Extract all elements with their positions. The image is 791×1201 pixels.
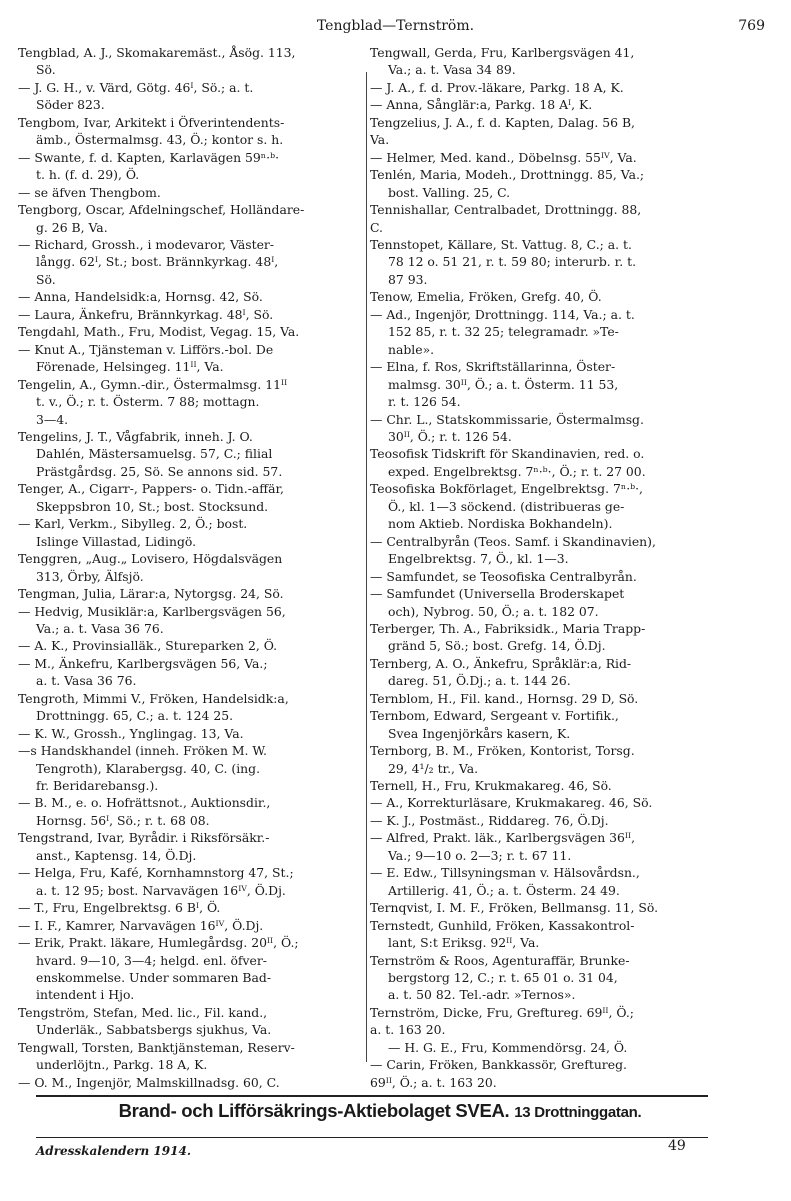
directory-entry-line: — Helmer, Med. kand., Döbelnsg. 55ᴵⱽ, Va. bbox=[370, 149, 637, 165]
directory-entry-line: Ternström & Roos, Agenturaffär, Brunke- bbox=[370, 952, 630, 968]
running-title: Tengblad—Ternström. bbox=[316, 18, 475, 34]
directory-entry-line: g. 26 B, Va. bbox=[36, 219, 108, 235]
directory-entry-line: — O. M., Ingenjör, Malmskillnadsg. 60, C. bbox=[18, 1074, 280, 1090]
directory-entry-line: Förenade, Helsingeg. 11ᴵᴵ, Va. bbox=[36, 359, 224, 375]
directory-entry-line: — Swante, f. d. Kapten, Karlavägen 59ⁿ·ᵇ· bbox=[18, 149, 280, 165]
left-column bbox=[18, 44, 370, 1091]
directory-entry-line: Va. bbox=[370, 132, 390, 148]
directory-entry-line: Teosofisk Tidskrift för Skandinavien, red. o. bbox=[370, 446, 645, 462]
directory-entry-line: dareg. 51, Ö.Dj.; a. t. 144 26. bbox=[388, 673, 571, 689]
directory-entry-line: — Anna, Handelsidk:a, Hornsg. 42, Sö. bbox=[18, 289, 263, 305]
directory-entry-line: — E. Edw., Tillsyningsman v. Hälsovårdsn., bbox=[370, 865, 640, 881]
directory-entry-line: — Helga, Fru, Kafé, Kornhamnstorg 47, St.; bbox=[18, 865, 294, 881]
directory-entry-line: — Hedvig, Musiklär:a, Karlbergsvägen 56, bbox=[18, 603, 286, 619]
directory-entry-line: Tengwall, Torsten, Banktjänsteman, Reserv- bbox=[18, 1039, 295, 1055]
directory-entry-line: Va.; a. t. Vasa 34 89. bbox=[388, 62, 516, 78]
directory-entry-line: — se äfven Thengbom. bbox=[18, 184, 161, 200]
directory-entry-line: — Chr. L., Statskommissarie, Östermalmsg. bbox=[370, 411, 644, 427]
directory-entry-line: Ternblom, H., Fil. kand., Hornsg. 29 D, Sö. bbox=[370, 690, 639, 706]
directory-entry-line: — J. G. H., v. Värd, Götg. 46ᴵ, Sö.; a. t. bbox=[18, 79, 254, 95]
directory-entry-line: — A., Korrekturläsare, Krukmakareg. 46, Sö. bbox=[370, 795, 653, 811]
directory-entry-line: lant, S:t Eriksg. 92ᴵᴵ, Va. bbox=[388, 935, 540, 951]
directory-entry-line: gränd 5, Sö.; bost. Grefg. 14, Ö.Dj. bbox=[388, 638, 606, 654]
directory-entry-line: — Ad., Ingenjör, Drottningg. 114, Va.; a. t. bbox=[370, 306, 635, 322]
directory-entry-line: fr. Beridarebansg.). bbox=[36, 778, 159, 794]
directory-entry-line: — Anna, Sånglär:a, Parkg. 18 Aᴵ, K. bbox=[370, 97, 593, 113]
directory-entry-line: — B. M., e. o. Hofrättsnot., Auktionsdir., bbox=[18, 795, 271, 811]
directory-entry-line: — Centralbyrån (Teos. Samf. i Skandinavien), bbox=[370, 533, 656, 549]
directory-entry-line: — A. K., Provinsialläk., Stureparken 2, Ö. bbox=[18, 638, 278, 654]
directory-entry-line: a. t. Vasa 36 76. bbox=[36, 673, 137, 689]
directory-entry-line: bergstorg 12, C.; r. t. 65 01 o. 31 04, bbox=[388, 970, 618, 986]
directory-entry-line: Tengdahl, Math., Fru, Modist, Vegag. 15, Va. bbox=[18, 324, 300, 340]
directory-entry-line: — Elna, f. Ros, Skriftställarinna, Öster- bbox=[370, 359, 616, 375]
directory-entry-line: Underläk., Sabbatsbergs sjukhus, Va. bbox=[36, 1022, 272, 1038]
directory-entry-line: nom Aktieb. Nordiska Bokhandeln). bbox=[388, 516, 613, 532]
directory-entry-line: — K. J., Postmäst., Riddareg. 76, Ö.Dj. bbox=[370, 812, 609, 828]
directory-entry-line: och), Nybrog. 50, Ö.; a. t. 182 07. bbox=[388, 603, 599, 619]
directory-entry-line: Islinge Villastad, Lidingö. bbox=[36, 533, 197, 549]
advert-bottom-rule bbox=[36, 1137, 708, 1138]
directory-entry-line: Ternberg, A. O., Änkefru, Språklär:a, Rid- bbox=[370, 655, 632, 671]
directory-entry-line: Ternbom, Edward, Sergeant v. Fortifik., bbox=[370, 708, 619, 724]
directory-entry-line: Tengstrand, Ivar, Byrådir. i Riksförsäkr.- bbox=[18, 830, 270, 846]
directory-entry-line: a. t. 163 20. bbox=[370, 1022, 446, 1038]
directory-entry-line: 87 93. bbox=[388, 271, 428, 287]
directory-entry-line: t. v., Ö.; r. t. Österm. 7 88; mottagn. bbox=[36, 394, 260, 410]
right-column bbox=[370, 44, 775, 1091]
directory-entry-line: Tengström, Stefan, Med. lic., Fil. kand., bbox=[18, 1004, 268, 1020]
directory-entry-line: 69ᴵᴵ, Ö.; a. t. 163 20. bbox=[370, 1074, 497, 1090]
directory-entry-line: — M., Änkefru, Karlbergsvägen 56, Va.; bbox=[18, 655, 268, 671]
directory-entry-line: Tenlén, Maria, Modeh., Drottningg. 85, Va.; bbox=[370, 167, 645, 183]
directory-entry-line: Tennishallar, Centralbadet, Drottningg. 88, bbox=[370, 202, 642, 218]
directory-entry-line: malmsg. 30ᴵᴵ, Ö.; a. t. Österm. 11 53, bbox=[388, 376, 619, 392]
directory-entry-line: hvard. 9—10, 3—4; helgd. enl. öfver- bbox=[36, 952, 267, 968]
directory-entry-line: Ternqvist, I. M. F., Fröken, Bellmansg. 11, Sö. bbox=[370, 900, 659, 916]
directory-entry-line: Drottningg. 65, C.; a. t. 124 25. bbox=[36, 708, 234, 724]
directory-entry-line: — Knut A., Tjänsteman v. Lifförs.-bol. De bbox=[18, 341, 274, 357]
directory-entry-line: 152 85, r. t. 32 25; telegramadr. »Te- bbox=[388, 324, 619, 340]
directory-entry-line: Tengelins, J. T., Vågfabrik, inneh. J. O. bbox=[18, 428, 253, 444]
directory-entry-line: Prästgårdsg. 25, Sö. Se annons sid. 57. bbox=[36, 463, 283, 479]
directory-entry-line: Tengwall, Gerda, Fru, Karlbergsvägen 41, bbox=[370, 45, 635, 60]
directory-entry-line: Tengman, Julia, Lärar:a, Nytorgsg. 24, Sö. bbox=[18, 586, 284, 602]
directory-entry-line: underlöjtn., Parkg. 18 A, K. bbox=[36, 1057, 208, 1073]
directory-entry-line: Söder 823. bbox=[36, 97, 105, 113]
directory-entry-line: Tengblad, A. J., Skomakaremäst., Åsög. 113, bbox=[18, 45, 296, 60]
sheet-number: 49 bbox=[668, 1138, 686, 1154]
page-number: 769 bbox=[738, 18, 765, 34]
directory-entry-line: Tengbom, Ivar, Arkitekt i Öfverintendents- bbox=[18, 114, 285, 130]
directory-entry-line: Ö., kl. 1—3 söckend. (distribueras ge- bbox=[388, 498, 625, 514]
advert-address: 13 Drottninggatan. bbox=[514, 1104, 642, 1121]
directory-entry-line: anst., Kaptensg. 14, Ö.Dj. bbox=[36, 847, 197, 863]
directory-entry-line: — Erik, Prakt. läkare, Humlegårdsg. 20ᴵᴵ, Ö.; bbox=[18, 935, 299, 951]
directory-entry-line: Tenggren, „Aug.„ Lovisero, Högdalsvägen bbox=[18, 551, 283, 567]
directory-entry-line: Tenger, A., Cigarr-, Pappers- o. Tidn.-affär, bbox=[18, 481, 284, 497]
directory-entry-line: 78 12 o. 51 21, r. t. 59 80; interurb. r. t. bbox=[388, 254, 637, 270]
directory-entry-line: Va.; a. t. Vasa 36 76. bbox=[36, 620, 164, 636]
directory-entry-line: Engelbrektsg. 7, Ö., kl. 1—3. bbox=[388, 551, 569, 567]
directory-entry-line: C. bbox=[370, 219, 383, 235]
directory-entry-line: — Karl, Verkm., Sibylleg. 2, Ö.; bost. bbox=[18, 516, 248, 532]
directory-entry-line: Svea Ingenjörkårs kasern, K. bbox=[388, 725, 571, 741]
directory-entry-line: Tengzelius, J. A., f. d. Kapten, Dalag. 56 B, bbox=[370, 114, 635, 130]
directory-entry-line: Dahlén, Mästersamuelsg. 57, C.; filial bbox=[36, 446, 273, 462]
directory-entry-line: Tengelin, A., Gymn.-dir., Östermalmsg. 11ᴵᴵ bbox=[18, 376, 288, 392]
directory-entry-line: bost. Valling. 25, C. bbox=[388, 184, 511, 200]
directory-entry-line: — Samfundet (Universella Broderskapet bbox=[370, 586, 625, 602]
directory-entry-line: Artillerig. 41, Ö.; a. t. Österm. 24 49. bbox=[388, 882, 620, 898]
directory-entry-line: Tennstopet, Källare, St. Vattug. 8, C.; a. t. bbox=[370, 236, 632, 252]
directory-entry-line: Skeppsbron 10, St.; bost. Stocksund. bbox=[36, 498, 269, 514]
directory-entry-line: Va.; 9—10 o. 2—3; r. t. 67 11. bbox=[388, 847, 572, 863]
directory-entry-line: — H. G. E., Fru, Kommendörsg. 24, Ö. bbox=[388, 1039, 628, 1055]
page-header bbox=[18, 18, 773, 40]
directory-entry-line: Hornsg. 56ᴵ, Sö.; r. t. 68 08. bbox=[36, 812, 210, 828]
directory-entry-line: 30ᴵᴵ, Ö.; r. t. 126 54. bbox=[388, 428, 512, 444]
directory-entry-line: 3—4. bbox=[36, 411, 69, 427]
directory-entry-line: Tengborg, Oscar, Afdelningschef, Holländare- bbox=[18, 202, 305, 218]
directory-entry-line: — J. A., f. d. Prov.-läkare, Parkg. 18 A, K. bbox=[370, 79, 624, 95]
directory-entry-line: — I. F., Kamrer, Narvavägen 16ᴵⱽ, Ö.Dj. bbox=[18, 917, 264, 933]
directory-entry-line: — Samfundet, se Teosofiska Centralbyrån. bbox=[370, 568, 637, 584]
directory-entry-line: Tengroth), Klarabergsg. 40, C. (ing. bbox=[36, 760, 261, 776]
directory-entry-line: Teosofiska Bokförlaget, Engelbrektsg. 7ⁿ·ᵇ·, bbox=[370, 481, 643, 497]
column-divider bbox=[366, 72, 367, 1062]
directory-entry-line: intendent i Hjo. bbox=[36, 987, 135, 1003]
directory-entry-line: — Carin, Fröken, Bankkassör, Greftureg. bbox=[370, 1057, 627, 1073]
directory-entry-line: — T., Fru, Engelbrektsg. 6 Bᴵ, Ö. bbox=[18, 900, 221, 916]
publication-name: Adresskalendern 1914. bbox=[36, 1144, 192, 1158]
directory-entry-line: enskommelse. Under sommaren Bad- bbox=[36, 970, 272, 986]
directory-entry-line: Ternell, H., Fru, Krukmakareg. 46, Sö. bbox=[370, 778, 612, 794]
directory-entry-line: — Laura, Änkefru, Brännkyrkag. 48ᴵ, Sö. bbox=[18, 306, 274, 322]
directory-entry-line: — K. W., Grossh., Ynglingag. 13, Va. bbox=[18, 725, 244, 741]
advert-top-rule bbox=[36, 1095, 708, 1097]
directory-entry-line: —s Handskhandel (inneh. Fröken M. W. bbox=[18, 743, 267, 759]
directory-entry-line: — Richard, Grossh., i modevaror, Väster- bbox=[18, 236, 275, 252]
directory-entry-line: långg. 62ᴵ, St.; bost. Brännkyrkag. 48ᴵ, bbox=[36, 254, 279, 270]
directory-entry-line: r. t. 126 54. bbox=[388, 394, 461, 410]
directory-entry-line: t. h. (f. d. 29), Ö. bbox=[36, 167, 140, 183]
directory-entry-line: a. t. 12 95; bost. Narvavägen 16ᴵⱽ, Ö.Dj. bbox=[36, 882, 286, 898]
directory-entry-line: — Alfred, Prakt. läk., Karlbergsvägen 36ᴵᴵ, bbox=[370, 830, 636, 846]
directory-entry-line: 29, 4¹/₂ tr., Va. bbox=[388, 760, 479, 776]
directory-entry-line: nable». bbox=[388, 341, 435, 357]
advertisement bbox=[30, 1100, 730, 1122]
advert-company: Brand- och Lifförsäkrings-Aktiebolaget SVEA. bbox=[118, 1100, 510, 1121]
directory-entry-line: Terberger, Th. A., Fabriksidk., Maria Trapp- bbox=[370, 620, 646, 636]
directory-entry-line: exped. Engelbrektsg. 7ⁿ·ᵇ·, Ö.; r. t. 27 00. bbox=[388, 463, 646, 479]
directory-entry-line: Ternstedt, Gunhild, Fröken, Kassakontrol- bbox=[370, 917, 635, 933]
directory-entry-line: Ternström, Dicke, Fru, Greftureg. 69ᴵᴵ, Ö.; bbox=[370, 1004, 634, 1020]
directory-entry-line: Sö. bbox=[36, 62, 56, 78]
directory-entry-line: Tenow, Emelia, Fröken, Grefg. 40, Ö. bbox=[370, 289, 602, 305]
directory-entry-line: ämb., Östermalmsg. 43, Ö.; kontor s. h. bbox=[36, 132, 284, 148]
directory-entry-line: 313, Örby, Älfsjö. bbox=[36, 568, 144, 584]
directory-entry-line: a. t. 50 82. Tel.-adr. »Ternos». bbox=[388, 987, 576, 1003]
directory-entry-line: Tengroth, Mimmi V., Fröken, Handelsidk:a, bbox=[18, 690, 289, 706]
directory-entry-line: Sö. bbox=[36, 271, 56, 287]
directory-entry-line: Ternborg, B. M., Fröken, Kontorist, Torsg. bbox=[370, 743, 635, 759]
